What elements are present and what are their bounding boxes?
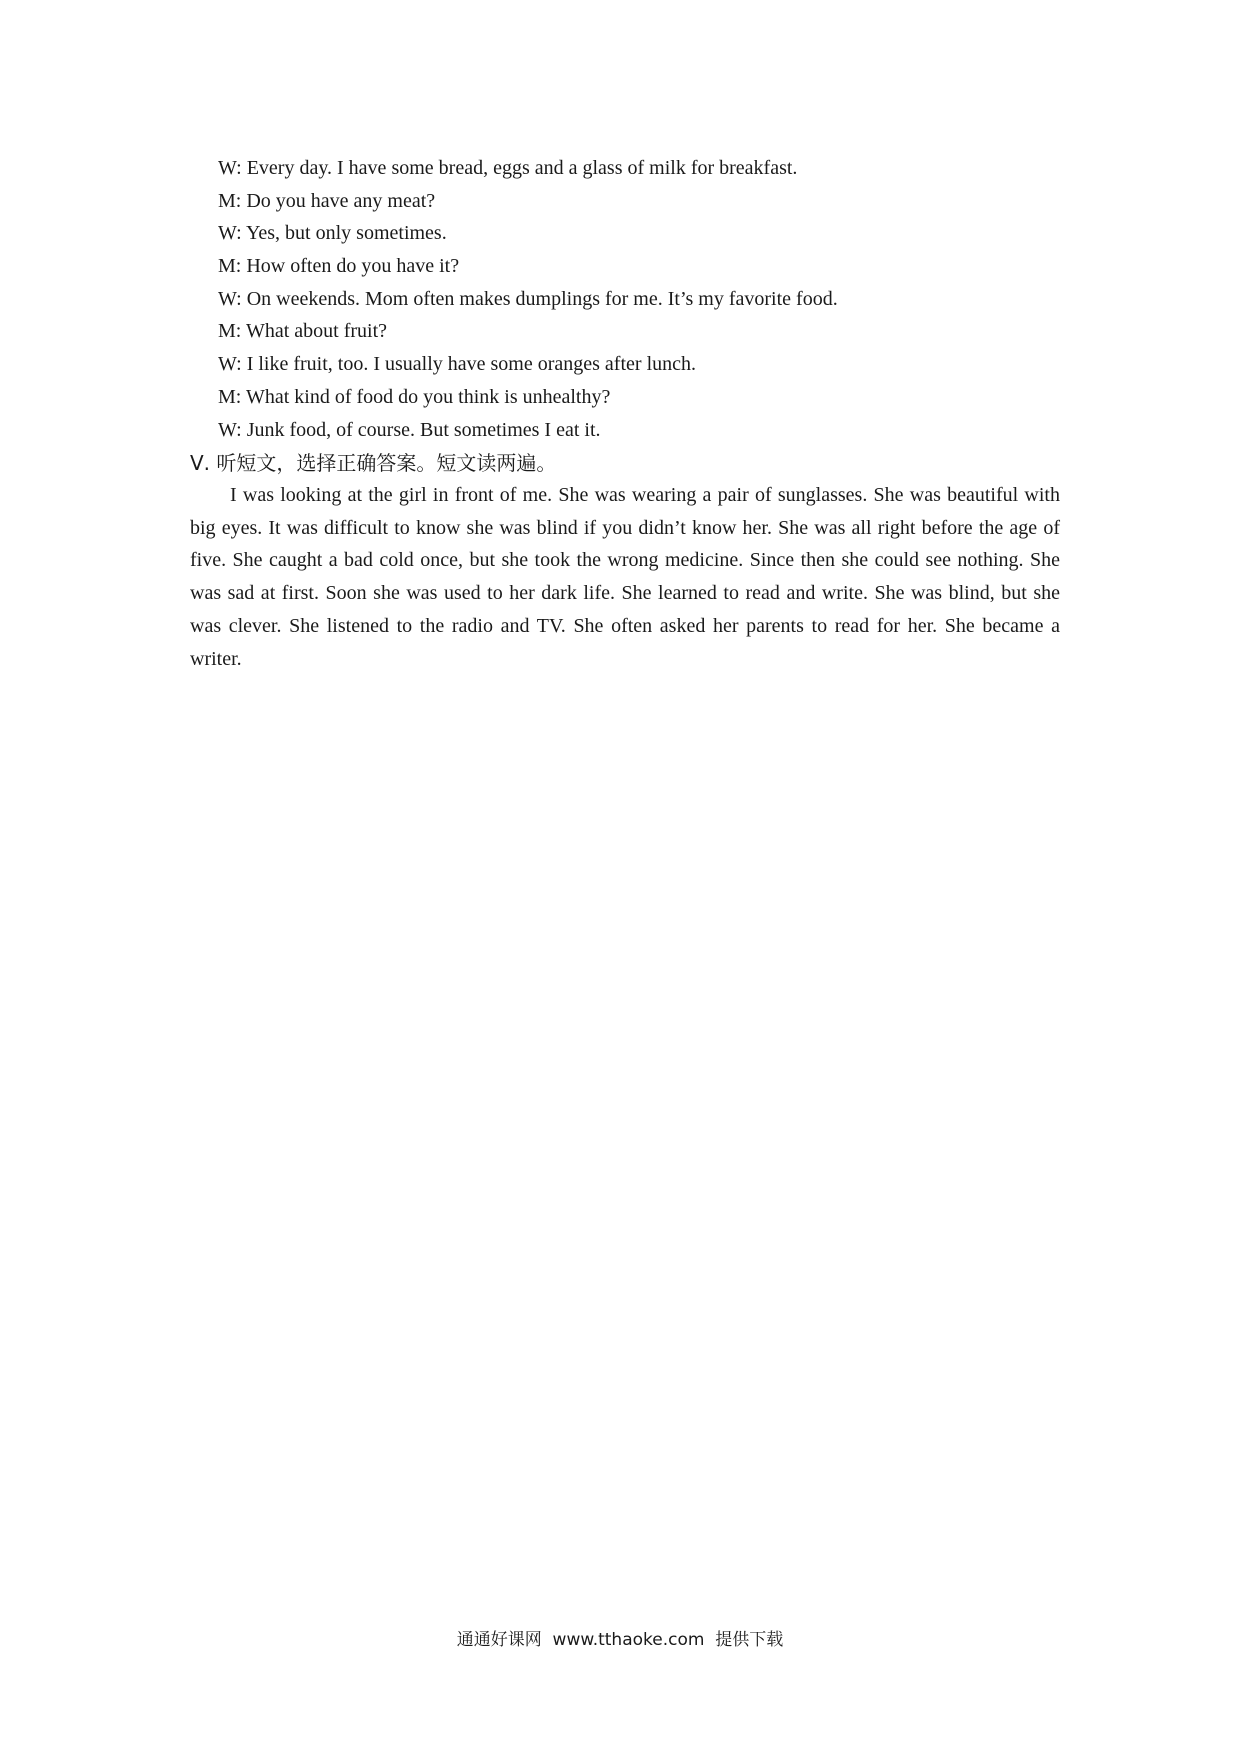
dialogue-line: W: Junk food, of course. But sometimes I eat it. [218,418,601,441]
dialogue-line: W: Yes, but only sometimes. [218,222,447,245]
dialogue-line: M: What kind of food do you think is unhealthy? [218,385,611,408]
listening-passage: I was looking at the girl in front of me. She was wearing a pair of sunglasses. She was beautiful with big eyes. It was difficult to know she was blind if you didn’t know her. She was all right before the age of five. She caught a bad cold once, but she took the wrong medicine. Since then she could see nothing. She was sad at first. Soon she was used to her dark life. She learned to read and write. She was blind, but she was clever. She listened to the radio and TV. She often asked her parents to read for her. She became a writer. [190,484,1060,670]
dialogue-line: W: On weekends. Mom often makes dumplings for me. It’s my favorite food. [218,287,838,310]
dialogue-line: M: What about fruit? [218,320,388,343]
dialogue-line: M: Do you have any meat? [218,189,436,212]
section-heading: Ⅴ. 听短文，选择正确答案。短文读两遍。 [190,451,557,475]
dialogue-line: W: Every day. I have some bread, eggs and a glass of milk for breakfast. [218,157,798,179]
dialogue-transcript [218,152,1068,446]
dialogue-line: W: I like fruit, too. I usually have some oranges after lunch. [218,353,696,376]
page-footer: 通通好课网 www.tthaoke.com 提供下载 [456,1630,784,1650]
dialogue-line: M: How often do you have it? [218,255,460,278]
